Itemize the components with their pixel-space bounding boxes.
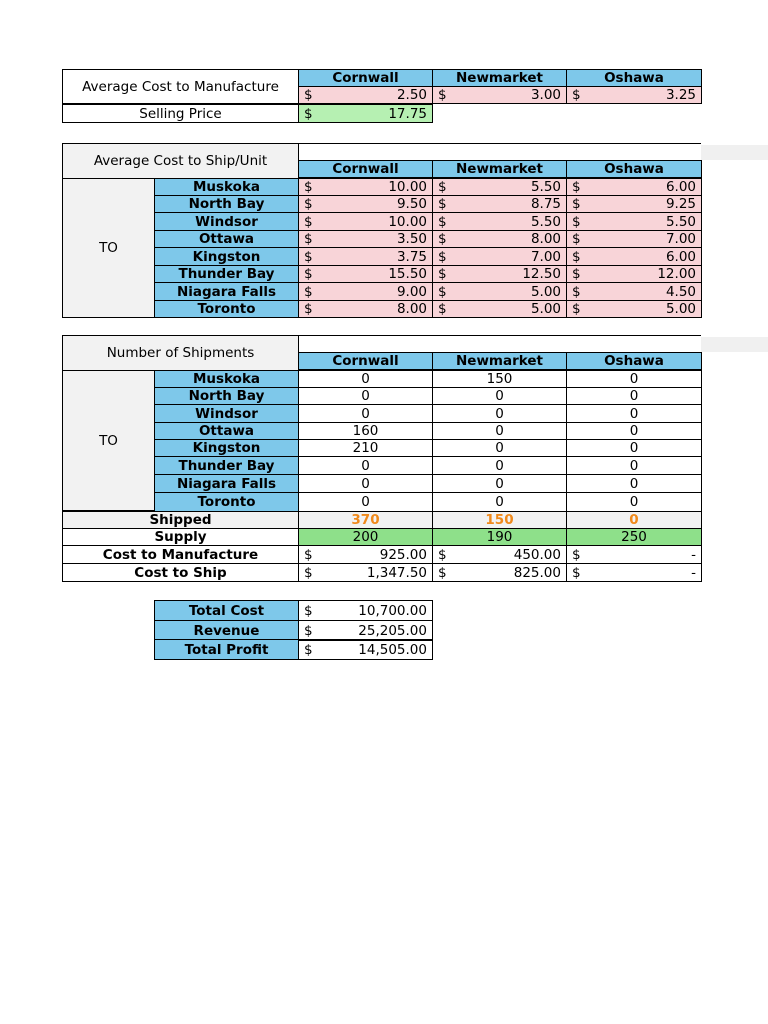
ship-cost-cell[interactable] (566, 195, 702, 213)
selling-price-value[interactable] (298, 104, 433, 123)
currency-symbol: $ (438, 196, 447, 212)
currency-symbol: $ (438, 87, 447, 103)
ship-cost-cell[interactable] (432, 265, 567, 283)
cell-value: 8.00 (396, 301, 427, 317)
shipment-cell[interactable]: 0 (432, 456, 567, 475)
total-cost-value[interactable] (298, 600, 433, 621)
cell-value: 10.00 (388, 179, 427, 195)
shipment-cell[interactable]: 0 (298, 370, 433, 388)
cell-value: 17.75 (388, 105, 427, 122)
shipments-label[interactable]: Number of Shipments (62, 335, 299, 371)
cell-value: 3.75 (396, 248, 427, 265)
destination-6[interactable]: Niagara Falls (154, 474, 299, 493)
shipment-cell[interactable]: 0 (566, 456, 702, 475)
currency-symbol: $ (572, 196, 581, 212)
currency-symbol: $ (572, 231, 581, 247)
currency-symbol: $ (572, 213, 581, 230)
currency-symbol: $ (438, 179, 447, 195)
cell-value: 4.50 (665, 283, 696, 300)
column-header-2[interactable]: Oshawa (566, 160, 702, 178)
currency-symbol: $ (304, 231, 313, 247)
cell-value: 6.00 (665, 248, 696, 265)
shipment-cell[interactable]: 0 (566, 404, 702, 423)
shipment-cell[interactable]: 150 (432, 370, 567, 388)
shipped-value-1[interactable]: 150 (432, 511, 567, 529)
cell-value: 5.50 (530, 213, 561, 230)
destination-0[interactable]: Muskoka (154, 370, 299, 388)
shipment-cell[interactable]: 160 (298, 422, 433, 440)
shipment-cell[interactable]: 0 (432, 492, 567, 512)
currency-symbol: $ (572, 283, 581, 300)
destination-7[interactable]: Toronto (154, 492, 299, 512)
ship-cost-cell[interactable] (432, 282, 567, 301)
ship-cost-cell[interactable] (566, 178, 702, 196)
cell-value: 3.25 (665, 87, 696, 103)
shipment-cell[interactable]: 0 (566, 492, 702, 512)
cell-value: - (691, 564, 696, 581)
currency-symbol: $ (438, 213, 447, 230)
cell-value: 2.50 (396, 87, 427, 103)
ship-cost-cell[interactable] (298, 230, 433, 248)
column-header-2[interactable]: Oshawa (566, 69, 702, 87)
destination-5[interactable]: Thunder Bay (154, 265, 299, 283)
manufacture-cost-2[interactable] (566, 86, 702, 104)
manufacture-cost-0[interactable] (298, 86, 433, 104)
cell-value: 5.50 (530, 179, 561, 195)
shipment-cell[interactable]: 0 (566, 474, 702, 493)
currency-symbol: $ (304, 196, 313, 212)
total-cost-label[interactable]: Total Cost (154, 600, 299, 621)
shipment-cell[interactable]: 0 (432, 439, 567, 457)
supply-label[interactable]: Supply (62, 528, 299, 546)
border-line (298, 143, 701, 144)
currency-symbol: $ (304, 641, 313, 658)
destination-1[interactable]: North Bay (154, 195, 299, 213)
ship-cost-cell[interactable] (298, 195, 433, 213)
cell-value: 5.00 (665, 301, 696, 317)
currency-symbol: $ (438, 564, 447, 581)
shipment-cell[interactable]: 0 (298, 492, 433, 512)
ship-cost-cell[interactable] (432, 247, 567, 266)
column-header-0[interactable]: Cornwall (298, 160, 433, 178)
cell-value: 825.00 (513, 564, 561, 581)
ship-cost-cell[interactable] (298, 247, 433, 266)
shipped-value-0[interactable]: 370 (298, 511, 433, 529)
currency-symbol: $ (438, 546, 447, 563)
cell-value: 9.00 (396, 283, 427, 300)
ship-cost-cell[interactable] (432, 212, 567, 231)
currency-symbol: $ (304, 179, 313, 195)
destination-4[interactable]: Kingston (154, 439, 299, 457)
selling-price-label[interactable]: Selling Price (62, 104, 299, 123)
cell-value: 9.50 (396, 196, 427, 212)
ship-cost-cell[interactable] (432, 300, 567, 318)
column-header-0[interactable]: Cornwall (298, 352, 433, 370)
cell-value: 7.00 (665, 231, 696, 247)
column-header-1[interactable]: Newmarket (432, 160, 567, 178)
cell-value: - (691, 546, 696, 563)
total-profit-value[interactable] (298, 639, 433, 660)
currency-symbol: $ (438, 266, 447, 282)
cell-value: 12.00 (657, 266, 696, 282)
cost-to-ship-value-1[interactable] (432, 563, 567, 582)
border-line (298, 335, 701, 336)
column-header-2[interactable]: Oshawa (566, 352, 702, 370)
destination-5[interactable]: Thunder Bay (154, 456, 299, 475)
destination-2[interactable]: Windsor (154, 212, 299, 231)
cost-to-manufacture-value-2[interactable] (566, 545, 702, 564)
ship-cost-cell[interactable] (566, 300, 702, 318)
currency-symbol: $ (304, 266, 313, 282)
destination-0[interactable]: Muskoka (154, 178, 299, 196)
ship-cost-cell[interactable] (566, 212, 702, 231)
shipment-cell[interactable]: 0 (432, 387, 567, 405)
ship-cost-cell[interactable] (298, 282, 433, 301)
destination-1[interactable]: North Bay (154, 387, 299, 405)
cost-to-ship-label[interactable]: Cost to Ship (62, 563, 299, 582)
cost-to-manufacture-label[interactable]: Cost to Manufacture (62, 545, 299, 564)
shipment-cell[interactable]: 0 (298, 404, 433, 423)
supply-value-2[interactable]: 250 (566, 528, 702, 546)
cell-value: 12.50 (522, 266, 561, 282)
shipment-cell[interactable]: 0 (432, 474, 567, 493)
cell-value: 3.50 (396, 231, 427, 247)
column-header-1[interactable]: Newmarket (432, 352, 567, 370)
destination-3[interactable]: Ottawa (154, 422, 299, 440)
cell-value: 8.75 (530, 196, 561, 212)
cell-value: 14,505.00 (358, 641, 427, 658)
cost-to-manufacture-value-1[interactable] (432, 545, 567, 564)
shipment-cell[interactable]: 210 (298, 439, 433, 457)
cost-to-manufacture-value-0[interactable] (298, 545, 433, 564)
currency-symbol: $ (304, 283, 313, 300)
cell-value: 7.00 (530, 248, 561, 265)
gridline-strip (701, 337, 768, 352)
ship-to-label[interactable]: TO (62, 178, 155, 318)
currency-symbol: $ (572, 546, 581, 563)
currency-symbol: $ (304, 105, 313, 122)
supply-value-1[interactable]: 190 (432, 528, 567, 546)
shipment-cell[interactable]: 0 (298, 387, 433, 405)
currency-symbol: $ (304, 213, 313, 230)
shipment-cell[interactable]: 0 (432, 422, 567, 440)
cost-to-ship-value-2[interactable] (566, 563, 702, 582)
ship-cost-cell[interactable] (566, 230, 702, 248)
currency-symbol: $ (304, 546, 313, 563)
cell-value: 8.00 (530, 231, 561, 247)
currency-symbol: $ (304, 301, 313, 317)
currency-symbol: $ (572, 301, 581, 317)
shipped-label[interactable]: Shipped (62, 511, 299, 529)
manufacture-cost-1[interactable] (432, 86, 567, 104)
total-profit-label[interactable]: Total Profit (154, 639, 299, 660)
ship-cost-cell[interactable] (298, 265, 433, 283)
shipment-cell[interactable]: 0 (298, 456, 433, 475)
currency-symbol: $ (304, 564, 313, 581)
currency-symbol: $ (572, 179, 581, 195)
cell-value: 5.00 (530, 283, 561, 300)
cell-value: 3.00 (530, 87, 561, 103)
currency-symbol: $ (572, 564, 581, 581)
shipments-to-label[interactable]: TO (62, 370, 155, 511)
revenue-value[interactable] (298, 620, 433, 641)
manufacture-label[interactable]: Average Cost to Manufacture (62, 69, 299, 104)
shipped-value-2[interactable]: 0 (566, 511, 702, 529)
cell-value: 10.00 (388, 213, 427, 230)
shipment-cell[interactable]: 0 (566, 439, 702, 457)
cell-value: 9.25 (665, 196, 696, 212)
revenue-label[interactable]: Revenue (154, 620, 299, 641)
currency-symbol: $ (438, 231, 447, 247)
cell-value: 15.50 (388, 266, 427, 282)
shipment-cell[interactable]: 0 (566, 422, 702, 440)
currency-symbol: $ (304, 248, 313, 265)
currency-symbol: $ (438, 301, 447, 317)
ship-cost-cell[interactable] (566, 265, 702, 283)
currency-symbol: $ (572, 87, 581, 103)
currency-symbol: $ (304, 87, 313, 103)
shipment-cell[interactable]: 0 (298, 474, 433, 493)
currency-symbol: $ (438, 283, 447, 300)
destination-7[interactable]: Toronto (154, 300, 299, 318)
currency-symbol: $ (304, 622, 313, 639)
destination-3[interactable]: Ottawa (154, 230, 299, 248)
ship-cost-cell[interactable] (566, 282, 702, 301)
cell-value: 925.00 (379, 546, 427, 563)
gridline-strip (701, 145, 768, 160)
cell-value: 450.00 (513, 546, 561, 563)
currency-symbol: $ (304, 602, 313, 619)
ship-cost-cell[interactable] (298, 212, 433, 231)
ship-cost-cell[interactable] (432, 178, 567, 196)
ship-cost-cell[interactable] (432, 230, 567, 248)
currency-symbol: $ (572, 248, 581, 265)
cell-value: 5.50 (665, 213, 696, 230)
destination-4[interactable]: Kingston (154, 247, 299, 266)
cost-to-ship-value-0[interactable] (298, 563, 433, 582)
currency-symbol: $ (572, 266, 581, 282)
cell-value: 1,347.50 (366, 564, 427, 581)
column-header-1[interactable]: Newmarket (432, 69, 567, 87)
cell-value: 10,700.00 (358, 602, 427, 619)
column-header-0[interactable]: Cornwall (298, 69, 433, 87)
cell-value: 6.00 (665, 179, 696, 195)
destination-6[interactable]: Niagara Falls (154, 282, 299, 301)
ship-cost-cell[interactable] (566, 247, 702, 266)
shipment-cell[interactable]: 0 (432, 404, 567, 423)
cell-value: 5.00 (530, 301, 561, 317)
currency-symbol: $ (438, 248, 447, 265)
shipment-cell[interactable]: 0 (566, 370, 702, 388)
ship-cost-cell[interactable] (298, 178, 433, 196)
ship-cost-cell[interactable] (432, 195, 567, 213)
supply-value-0[interactable]: 200 (298, 528, 433, 546)
destination-2[interactable]: Windsor (154, 404, 299, 423)
ship-cost-cell[interactable] (298, 300, 433, 318)
shipment-cell[interactable]: 0 (566, 387, 702, 405)
cell-value: 25,205.00 (358, 622, 427, 639)
ship-cost-label[interactable]: Average Cost to Ship/Unit (62, 143, 299, 179)
